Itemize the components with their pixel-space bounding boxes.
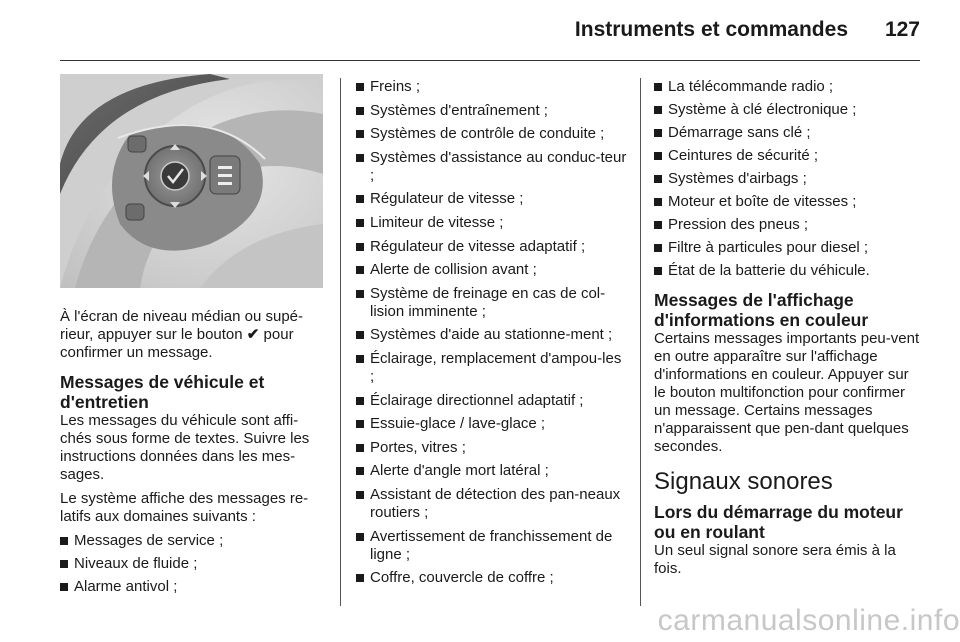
- list-item: La télécommande radio ;: [654, 78, 924, 96]
- section-title: Instruments et commandes: [574, 18, 848, 41]
- list-item: Filtre à particules pour diesel ;: [654, 239, 924, 257]
- list-item: Avertissement de franchissement de ligne ;: [356, 528, 628, 564]
- paragraph-color-display: Certains messages importants peu-vent en outre apparaître sur l'affichage d'informations en couleur. Appuyer sur le bouton multifonction pour confirmer un message. Certains messages n'apparaissent que pen-dant quelques secondes.: [654, 330, 920, 455]
- list-item: Systèmes de contrôle de conduite ;: [356, 125, 628, 143]
- domain-list-3: [654, 78, 924, 280]
- paragraph-vehicle-messages: Les messages du véhicule sont affi-chés sous forme de textes. Suivre les instructions données dans les mes-sages.: [60, 412, 310, 483]
- list-item: Régulateur de vitesse ;: [356, 190, 628, 208]
- list-item: Coffre, couvercle de coffre ;: [356, 569, 628, 587]
- page-number: 127: [884, 18, 920, 41]
- domain-list-1: [60, 532, 326, 596]
- column-1: [60, 74, 326, 601]
- list-item: Niveaux de fluide ;: [60, 555, 326, 573]
- list-item: Systèmes d'assistance au conduc-teur ;: [356, 149, 628, 185]
- heading-engine-start: Lors du démarrage du moteur ou en roulant: [654, 502, 903, 542]
- list-item: Systèmes d'entraînement ;: [356, 102, 628, 120]
- intro-text-end: pour confirmer un message.: [60, 326, 294, 361]
- column-divider-right: [640, 78, 641, 606]
- steering-wheel-controls-icon: [60, 74, 323, 288]
- page-header: [0, 0, 960, 60]
- list-item: Démarrage sans clé ;: [654, 124, 924, 142]
- domain-list-2: [356, 78, 628, 587]
- list-item: Limiteur de vitesse ;: [356, 214, 628, 232]
- list-item: Alarme antivol ;: [60, 578, 326, 596]
- watermark: carmanualsonline.info: [657, 604, 960, 637]
- list-item: Essuie-glace / lave-glace ;: [356, 415, 628, 433]
- column-2: [356, 78, 628, 593]
- column-divider-left: [340, 78, 341, 606]
- list-item: Éclairage directionnel adaptatif ;: [356, 392, 628, 410]
- list-item: Pression des pneus ;: [654, 216, 924, 234]
- heading-vehicle-messages: Messages de véhicule et d'entretien: [60, 372, 265, 412]
- list-item: Moteur et boîte de vitesses ;: [654, 193, 924, 211]
- list-item: Système à clé électronique ;: [654, 101, 924, 119]
- list-item: Système de freinage en cas de col-lision imminente ;: [356, 285, 628, 321]
- list-item: Systèmes d'aide au stationne-ment ;: [356, 326, 628, 344]
- steering-wheel-figure: [60, 74, 323, 288]
- list-item: État de la batterie du véhicule.: [654, 262, 924, 280]
- paragraph-domains: Le système affiche des messages re-latifs aux domaines suivants :: [60, 490, 309, 525]
- list-item: Systèmes d'airbags ;: [654, 170, 924, 188]
- intro-text: À l'écran de niveau médian ou supé-rieur, appuyer sur le bouton: [60, 308, 304, 343]
- list-item: Alerte d'angle mort latéral ;: [356, 462, 628, 480]
- intro-paragraph: [60, 308, 326, 362]
- heading-sound-signals: Signaux sonores: [654, 468, 833, 495]
- checkmark-icon: ✔: [246, 326, 260, 343]
- header-rule: [60, 60, 920, 61]
- list-item: Ceintures de sécurité ;: [654, 147, 924, 165]
- list-item: Alerte de collision avant ;: [356, 261, 628, 279]
- column-3: [654, 78, 924, 584]
- list-item: Portes, vitres ;: [356, 439, 628, 457]
- paragraph-engine-start: Un seul signal sonore sera émis à la fois.: [654, 542, 896, 577]
- list-item: Éclairage, remplacement d'ampou-les ;: [356, 350, 628, 386]
- list-item: Assistant de détection des pan-neaux routiers ;: [356, 486, 628, 522]
- list-item: Freins ;: [356, 78, 628, 96]
- heading-color-display: Messages de l'affichage d'informations en couleur: [654, 290, 869, 330]
- list-item: Messages de service ;: [60, 532, 326, 550]
- list-item: Régulateur de vitesse adaptatif ;: [356, 238, 628, 256]
